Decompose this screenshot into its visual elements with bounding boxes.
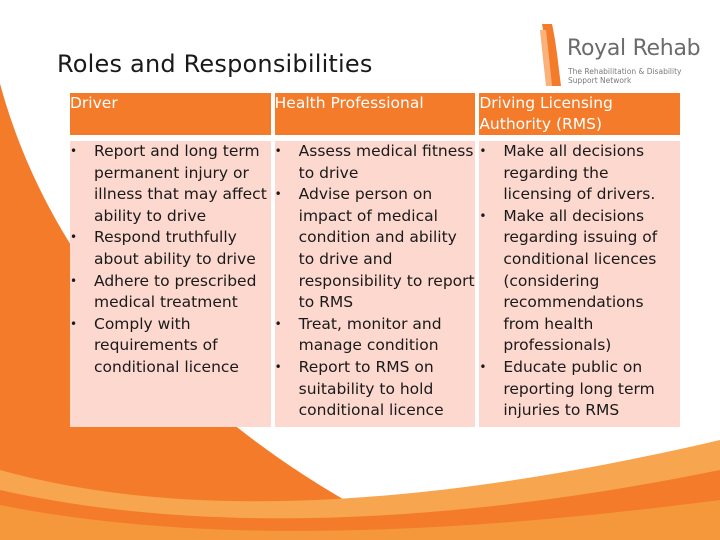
- table-header-row: [70, 93, 680, 135]
- slide-title: Roles and Responsibilities: [57, 50, 373, 78]
- logo-mark-icon: [540, 22, 562, 88]
- header-licensing-authority: Driving Licensing Authority (RMS): [479, 93, 680, 135]
- list-item: • Advise person on impact of medical condition and ability to drive and responsibility to report to RMS: [275, 184, 476, 314]
- list-item: • Educate public on reporting long term injuries to RMS: [479, 357, 680, 422]
- list-item: • Report and long term permanent injury or illness that may affect ability to drive: [70, 141, 271, 227]
- logo-tagline: [568, 67, 681, 85]
- logo-name: Royal Rehab: [567, 36, 701, 61]
- list-item: • Adhere to prescribed medical treatment: [70, 271, 271, 314]
- header-driver: Driver: [70, 93, 271, 135]
- licensing-authority-list: [479, 141, 680, 422]
- roles-table: [66, 93, 684, 427]
- royal-rehab-logo: [540, 22, 701, 90]
- logo-tagline-line: The Rehabilitation & Disability: [568, 67, 682, 76]
- header-health-professional: Health Professional: [275, 93, 476, 135]
- driver-cell: [70, 141, 271, 427]
- licensing-authority-cell: [479, 141, 680, 427]
- list-item: • Comply with requirements of conditional licence: [70, 314, 271, 379]
- list-item: • Make all decisions regarding issuing of conditional licences (considering recommendations from health professionals): [479, 206, 680, 357]
- list-item: • Report to RMS on suitability to hold conditional licence: [275, 357, 476, 422]
- list-item: • Make all decisions regarding the licensing of drivers.: [479, 141, 680, 206]
- list-item: • Assess medical fitness to drive: [275, 141, 476, 184]
- list-item: • Respond truthfully about ability to drive: [70, 227, 271, 270]
- health-professional-list: [275, 141, 476, 422]
- logo-tagline-line: Support Network: [568, 76, 632, 85]
- list-item: • Treat, monitor and manage condition: [275, 314, 476, 357]
- driver-list: [70, 141, 271, 379]
- health-professional-cell: [275, 141, 476, 427]
- table-body-row: [70, 141, 680, 427]
